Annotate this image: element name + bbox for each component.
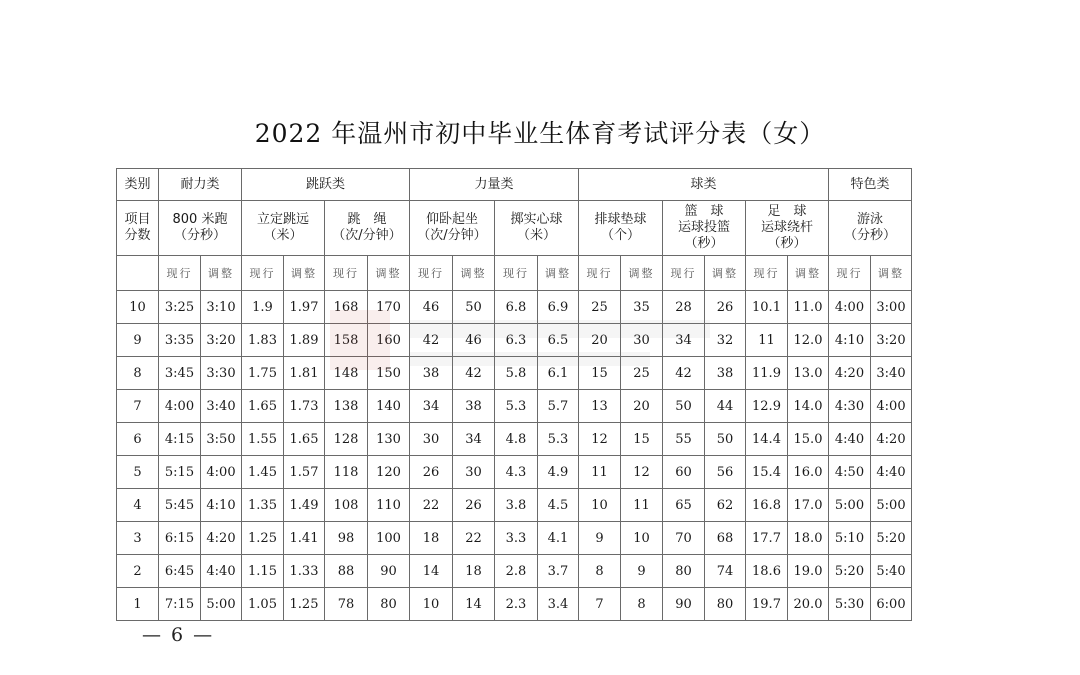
value-cell: 10 [410, 588, 453, 621]
sub-label-adjusted: 调整 [284, 256, 325, 291]
value-cell: 5.3 [495, 390, 538, 423]
value-cell: 13 [579, 390, 621, 423]
value-cell: 4:20 [871, 423, 912, 456]
value-cell: 19.7 [746, 588, 788, 621]
value-cell: 5.8 [495, 357, 538, 390]
value-cell: 62 [705, 489, 746, 522]
value-cell: 34 [663, 324, 705, 357]
value-cell: 108 [325, 489, 368, 522]
table-row [117, 522, 912, 555]
value-cell: 18 [453, 555, 495, 588]
value-cell: 6.8 [495, 291, 538, 324]
value-cell: 17.7 [746, 522, 788, 555]
value-cell: 6.9 [538, 291, 579, 324]
header-category: 类别 [117, 169, 159, 201]
value-cell: 10 [579, 489, 621, 522]
score-rows [117, 291, 912, 621]
sub-label-current: 现行 [663, 256, 705, 291]
table-row [117, 489, 912, 522]
value-cell: 3:25 [159, 291, 201, 324]
value-cell: 150 [368, 357, 410, 390]
header-item-sit-ups: 仰卧起坐 （次/分钟） [410, 201, 495, 256]
value-cell: 11 [746, 324, 788, 357]
value-cell: 140 [368, 390, 410, 423]
value-cell: 65 [663, 489, 705, 522]
value-cell: 2.8 [495, 555, 538, 588]
value-cell: 22 [453, 522, 495, 555]
score-cell: 8 [117, 357, 159, 390]
sub-label-current: 现行 [159, 256, 201, 291]
header-item-volleyball: 排球垫球 （个） [579, 201, 663, 256]
value-cell: 11 [621, 489, 663, 522]
value-cell: 5:20 [871, 522, 912, 555]
sub-label-empty [117, 256, 159, 291]
value-cell: 110 [368, 489, 410, 522]
value-cell: 4:00 [201, 456, 242, 489]
value-cell: 88 [325, 555, 368, 588]
value-cell: 38 [410, 357, 453, 390]
header-group-ball: 球类 [579, 169, 829, 201]
value-cell: 16.8 [746, 489, 788, 522]
table-row [117, 390, 912, 423]
value-cell: 30 [621, 324, 663, 357]
header-row-items [117, 201, 912, 256]
value-cell: 4:20 [201, 522, 242, 555]
value-cell: 3.3 [495, 522, 538, 555]
value-cell: 17.0 [788, 489, 829, 522]
value-cell: 1.97 [284, 291, 325, 324]
value-cell: 1.25 [284, 588, 325, 621]
value-cell: 8 [579, 555, 621, 588]
header-item-score: 项目 分数 [117, 201, 159, 256]
value-cell: 5:00 [829, 489, 871, 522]
value-cell: 56 [705, 456, 746, 489]
value-cell: 90 [663, 588, 705, 621]
header-group-endurance: 耐力类 [159, 169, 242, 201]
value-cell: 32 [705, 324, 746, 357]
value-cell: 11 [579, 456, 621, 489]
value-cell: 160 [368, 324, 410, 357]
page-number: — 6 — [142, 624, 215, 646]
value-cell: 20.0 [788, 588, 829, 621]
header-item-swimming: 游泳 （分秒） [829, 201, 912, 256]
value-cell: 14 [410, 555, 453, 588]
value-cell: 1.75 [242, 357, 284, 390]
value-cell: 18.0 [788, 522, 829, 555]
value-cell: 90 [368, 555, 410, 588]
value-cell: 1.35 [242, 489, 284, 522]
value-cell: 4:15 [159, 423, 201, 456]
value-cell: 5:40 [871, 555, 912, 588]
score-cell: 3 [117, 522, 159, 555]
value-cell: 4:40 [829, 423, 871, 456]
value-cell: 15 [579, 357, 621, 390]
value-cell: 11.0 [788, 291, 829, 324]
value-cell: 5:10 [829, 522, 871, 555]
value-cell: 78 [325, 588, 368, 621]
value-cell: 4:00 [871, 390, 912, 423]
value-cell: 1.25 [242, 522, 284, 555]
value-cell: 1.65 [284, 423, 325, 456]
value-cell: 148 [325, 357, 368, 390]
header-group-special: 特色类 [829, 169, 912, 201]
value-cell: 5:30 [829, 588, 871, 621]
value-cell: 30 [410, 423, 453, 456]
value-cell: 1.65 [242, 390, 284, 423]
value-cell: 1.83 [242, 324, 284, 357]
table-row [117, 324, 912, 357]
value-cell: 10.1 [746, 291, 788, 324]
value-cell: 4.9 [538, 456, 579, 489]
value-cell: 120 [368, 456, 410, 489]
header-item-800m: 800 米跑 （分秒） [159, 201, 242, 256]
document-title: 2022 年温州市初中毕业生体育考试评分表（女） [254, 119, 826, 148]
value-cell: 6:00 [871, 588, 912, 621]
score-cell: 10 [117, 291, 159, 324]
header-group-strength: 力量类 [410, 169, 579, 201]
sub-label-current: 现行 [325, 256, 368, 291]
value-cell: 15.0 [788, 423, 829, 456]
value-cell: 13.0 [788, 357, 829, 390]
value-cell: 20 [621, 390, 663, 423]
value-cell: 128 [325, 423, 368, 456]
value-cell: 4.5 [538, 489, 579, 522]
sub-label-adjusted: 调整 [201, 256, 242, 291]
value-cell: 15.4 [746, 456, 788, 489]
value-cell: 80 [663, 555, 705, 588]
value-cell: 16.0 [788, 456, 829, 489]
value-cell: 3:20 [871, 324, 912, 357]
value-cell: 3:50 [201, 423, 242, 456]
value-cell: 19.0 [788, 555, 829, 588]
value-cell: 158 [325, 324, 368, 357]
header-item-long-jump: 立定跳远 （米） [242, 201, 325, 256]
value-cell: 4:00 [829, 291, 871, 324]
value-cell: 1.41 [284, 522, 325, 555]
sub-label-current: 现行 [829, 256, 871, 291]
sub-label-adjusted: 调整 [538, 256, 579, 291]
value-cell: 2.3 [495, 588, 538, 621]
sub-label-current: 现行 [242, 256, 284, 291]
value-cell: 98 [325, 522, 368, 555]
value-cell: 80 [705, 588, 746, 621]
value-cell: 4:30 [829, 390, 871, 423]
value-cell: 4:20 [829, 357, 871, 390]
sub-label-current: 现行 [579, 256, 621, 291]
value-cell: 5:15 [159, 456, 201, 489]
header-row-sublabels [117, 256, 912, 291]
score-cell: 5 [117, 456, 159, 489]
value-cell: 14.4 [746, 423, 788, 456]
sub-label-adjusted: 调整 [788, 256, 829, 291]
value-cell: 3.8 [495, 489, 538, 522]
value-cell: 4:10 [829, 324, 871, 357]
header-item-medicine-ball: 掷实心球 （米） [495, 201, 579, 256]
value-cell: 5:45 [159, 489, 201, 522]
sub-label-adjusted: 调整 [368, 256, 410, 291]
value-cell: 8 [621, 588, 663, 621]
value-cell: 3:40 [871, 357, 912, 390]
score-cell: 6 [117, 423, 159, 456]
score-cell: 4 [117, 489, 159, 522]
header-item-football: 足 球 运球绕杆 （秒） [746, 201, 829, 256]
value-cell: 6:15 [159, 522, 201, 555]
value-cell: 7 [579, 588, 621, 621]
header-row-categories [117, 169, 912, 201]
value-cell: 18 [410, 522, 453, 555]
value-cell: 3:30 [201, 357, 242, 390]
value-cell: 130 [368, 423, 410, 456]
header-item-basketball: 篮 球 运球投篮 （秒） [663, 201, 746, 256]
value-cell: 14 [453, 588, 495, 621]
value-cell: 68 [705, 522, 746, 555]
value-cell: 138 [325, 390, 368, 423]
value-cell: 3.7 [538, 555, 579, 588]
value-cell: 3:20 [201, 324, 242, 357]
value-cell: 26 [453, 489, 495, 522]
value-cell: 3:35 [159, 324, 201, 357]
value-cell: 5.3 [538, 423, 579, 456]
value-cell: 3:40 [201, 390, 242, 423]
value-cell: 46 [410, 291, 453, 324]
value-cell: 42 [453, 357, 495, 390]
value-cell: 1.9 [242, 291, 284, 324]
value-cell: 26 [705, 291, 746, 324]
value-cell: 1.15 [242, 555, 284, 588]
sub-label-current: 现行 [495, 256, 538, 291]
table-row [117, 423, 912, 456]
value-cell: 55 [663, 423, 705, 456]
value-cell: 5:00 [871, 489, 912, 522]
table-row [117, 456, 912, 489]
value-cell: 11.9 [746, 357, 788, 390]
value-cell: 3:00 [871, 291, 912, 324]
value-cell: 18.6 [746, 555, 788, 588]
value-cell: 28 [663, 291, 705, 324]
value-cell: 6:45 [159, 555, 201, 588]
value-cell: 9 [621, 555, 663, 588]
table-row [117, 555, 912, 588]
value-cell: 50 [663, 390, 705, 423]
value-cell: 5:20 [829, 555, 871, 588]
value-cell: 80 [368, 588, 410, 621]
value-cell: 42 [663, 357, 705, 390]
value-cell: 7:15 [159, 588, 201, 621]
value-cell: 170 [368, 291, 410, 324]
score-table [116, 168, 912, 621]
score-cell: 9 [117, 324, 159, 357]
table-row [117, 588, 912, 621]
value-cell: 38 [453, 390, 495, 423]
sub-label-current: 现行 [410, 256, 453, 291]
value-cell: 1.81 [284, 357, 325, 390]
value-cell: 34 [410, 390, 453, 423]
value-cell: 60 [663, 456, 705, 489]
value-cell: 12 [621, 456, 663, 489]
value-cell: 12.9 [746, 390, 788, 423]
value-cell: 4:40 [871, 456, 912, 489]
value-cell: 9 [579, 522, 621, 555]
score-cell: 2 [117, 555, 159, 588]
value-cell: 50 [705, 423, 746, 456]
value-cell: 4:50 [829, 456, 871, 489]
value-cell: 1.73 [284, 390, 325, 423]
value-cell: 5:00 [201, 588, 242, 621]
value-cell: 4.8 [495, 423, 538, 456]
score-cell: 7 [117, 390, 159, 423]
sub-label-current: 现行 [746, 256, 788, 291]
table-row [117, 357, 912, 390]
value-cell: 20 [579, 324, 621, 357]
value-cell: 70 [663, 522, 705, 555]
value-cell: 4.3 [495, 456, 538, 489]
value-cell: 1.05 [242, 588, 284, 621]
value-cell: 35 [621, 291, 663, 324]
value-cell: 6.5 [538, 324, 579, 357]
score-cell: 1 [117, 588, 159, 621]
value-cell: 10 [621, 522, 663, 555]
sub-label-adjusted: 调整 [621, 256, 663, 291]
value-cell: 1.33 [284, 555, 325, 588]
value-cell: 1.45 [242, 456, 284, 489]
value-cell: 1.89 [284, 324, 325, 357]
value-cell: 3:45 [159, 357, 201, 390]
value-cell: 74 [705, 555, 746, 588]
value-cell: 22 [410, 489, 453, 522]
value-cell: 14.0 [788, 390, 829, 423]
value-cell: 5.7 [538, 390, 579, 423]
value-cell: 25 [579, 291, 621, 324]
value-cell: 15 [621, 423, 663, 456]
value-cell: 25 [621, 357, 663, 390]
value-cell: 34 [453, 423, 495, 456]
value-cell: 26 [410, 456, 453, 489]
sub-label-adjusted: 调整 [453, 256, 495, 291]
value-cell: 38 [705, 357, 746, 390]
value-cell: 4:00 [159, 390, 201, 423]
value-cell: 6.3 [495, 324, 538, 357]
sub-label-adjusted: 调整 [871, 256, 912, 291]
header-item-rope-skip: 跳 绳 （次/分钟） [325, 201, 410, 256]
value-cell: 3:10 [201, 291, 242, 324]
value-cell: 1.57 [284, 456, 325, 489]
value-cell: 42 [410, 324, 453, 357]
value-cell: 4.1 [538, 522, 579, 555]
value-cell: 30 [453, 456, 495, 489]
value-cell: 44 [705, 390, 746, 423]
value-cell: 46 [453, 324, 495, 357]
value-cell: 168 [325, 291, 368, 324]
value-cell: 3.4 [538, 588, 579, 621]
value-cell: 118 [325, 456, 368, 489]
value-cell: 50 [453, 291, 495, 324]
value-cell: 1.49 [284, 489, 325, 522]
value-cell: 1.55 [242, 423, 284, 456]
value-cell: 12.0 [788, 324, 829, 357]
table-row [117, 291, 912, 324]
header-group-jumping: 跳跃类 [242, 169, 410, 201]
value-cell: 4:40 [201, 555, 242, 588]
sub-label-adjusted: 调整 [705, 256, 746, 291]
value-cell: 100 [368, 522, 410, 555]
value-cell: 6.1 [538, 357, 579, 390]
value-cell: 12 [579, 423, 621, 456]
value-cell: 4:10 [201, 489, 242, 522]
